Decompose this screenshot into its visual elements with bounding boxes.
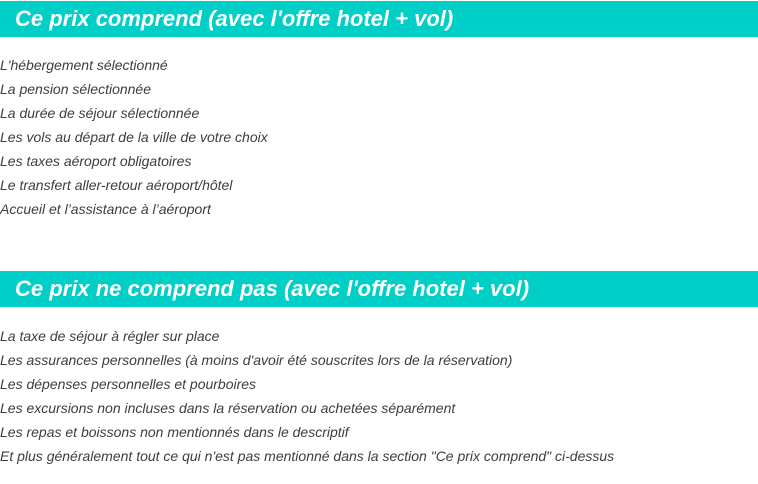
not-included-item: Les repas et boissons non mentionnés dans le descriptif [0, 424, 349, 440]
not-included-item: Les assurances personnelles (à moins d'avoir été souscrites lors de la réservation) [0, 352, 513, 368]
included-item: La pension sélectionnée [0, 81, 152, 97]
not-included-item: Les excursions non incluses dans la réservation ou achetées séparément [0, 400, 456, 416]
included-item: Accueil et l’assistance à l’aéroport [0, 201, 211, 217]
not-included-item: Les dépenses personnelles et pourboires [0, 376, 257, 392]
included-item: La durée de séjour sélectionnée [0, 105, 200, 121]
not-included-heading: Ce prix ne comprend pas (avec l'offre hotel + vol) [0, 271, 758, 307]
included-item: L'hébergement sélectionné [0, 57, 168, 73]
included-heading: Ce prix comprend (avec l'offre hotel + vol) [0, 1, 758, 37]
included-item: Les taxes aéroport obligatoires [0, 153, 192, 169]
included-list [0, 53, 268, 221]
not-included-item: Et plus généralement tout ce qui n'est pas mentionné dans la section "Ce prix comprend" ci-dessus [0, 448, 615, 464]
not-included-list [0, 324, 614, 468]
included-item: Le transfert aller-retour aéroport/hôtel [0, 177, 233, 193]
not-included-item: La taxe de séjour à régler sur place [0, 328, 220, 344]
included-item: Les vols au départ de la ville de votre choix [0, 129, 268, 145]
